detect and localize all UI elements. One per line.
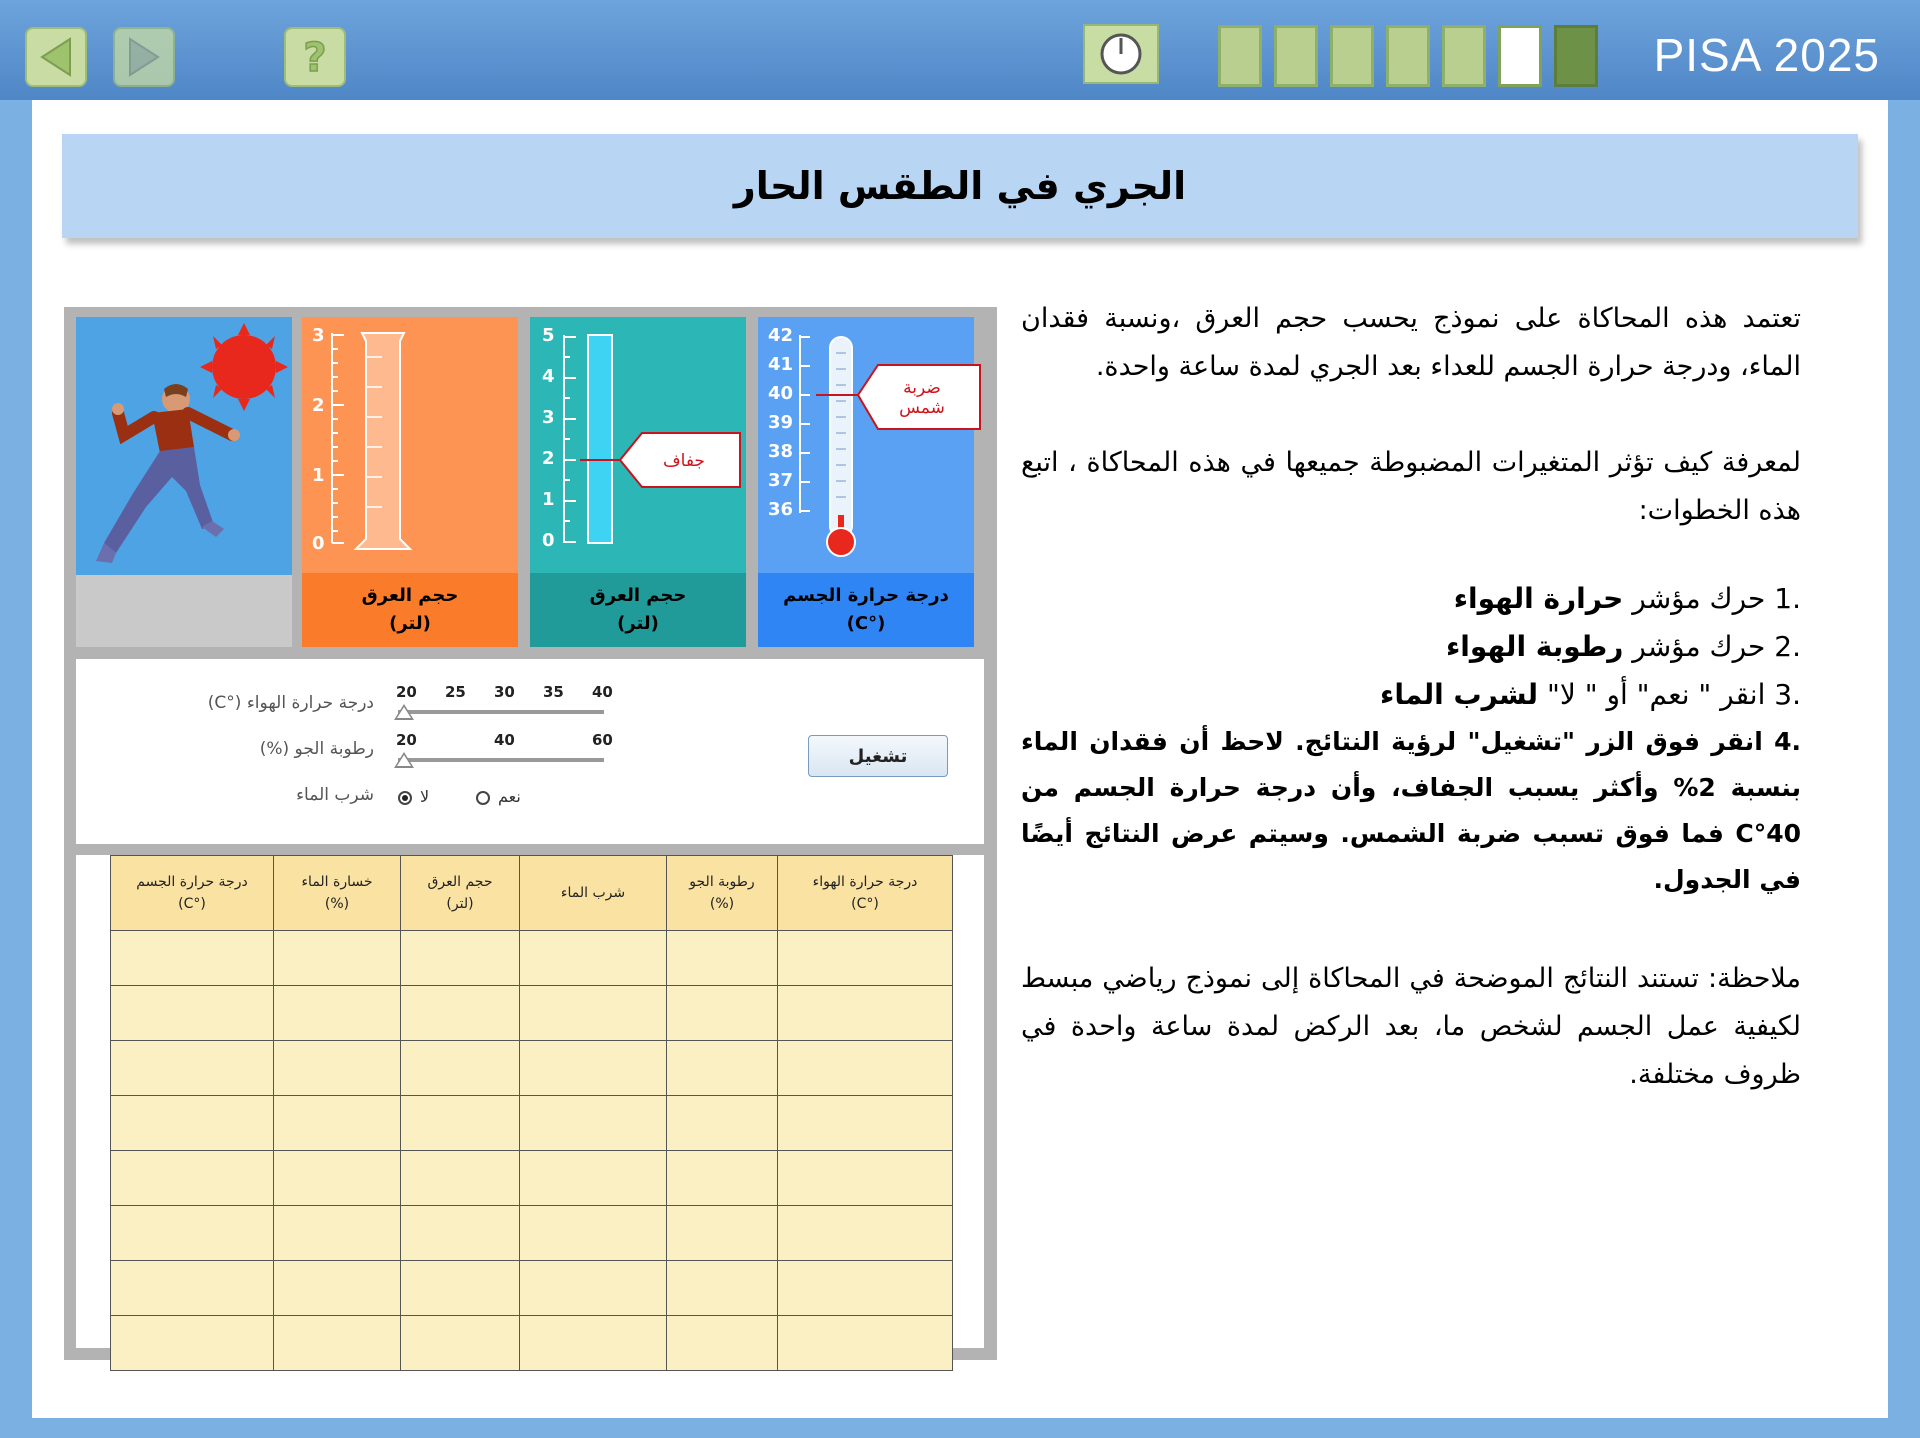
table-cell	[401, 1096, 520, 1151]
table-cell	[520, 1316, 667, 1371]
table-row	[111, 1261, 953, 1316]
scale-tick-label: 41	[768, 354, 794, 375]
scale-tick-label: 1	[542, 489, 555, 510]
table-cell	[401, 931, 520, 986]
air-temperature-slider[interactable]	[398, 710, 604, 714]
page-title-bar	[62, 134, 1858, 238]
slider-tick: 20	[396, 683, 417, 701]
intro-paragraph: تعتمد هذه المحاكاة على نموذج يحسب حجم العرق ،ونسبة فقدان الماء، ودرجة حرارة الجسم للعداء بعد الجري لمدة ساعة واحدة.	[1021, 303, 1801, 382]
top-toolbar	[0, 0, 1920, 100]
table-cell	[778, 1041, 953, 1096]
scale-tick-label: 42	[768, 325, 794, 346]
label-line: درجة حرارة الجسم	[783, 585, 949, 606]
step-text: .3 انقر " نعم" أو " لا"	[1538, 678, 1801, 711]
sweat-volume-label-2	[530, 573, 746, 647]
column-header-water-loss	[274, 856, 401, 931]
column-header-body-temperature	[111, 856, 274, 931]
table-row	[111, 1206, 953, 1261]
table-cell	[667, 1041, 778, 1096]
timer-button[interactable]	[1083, 24, 1159, 84]
table-cell	[667, 931, 778, 986]
table-cell	[520, 1096, 667, 1151]
header-line: حجم العرق	[427, 874, 493, 890]
simulation-panel	[64, 307, 997, 1360]
scale-tick-label: 0	[312, 533, 325, 554]
dehydration-callout: جفاف	[663, 451, 705, 471]
body-temperature-panel	[758, 317, 974, 647]
table-cell	[520, 1151, 667, 1206]
progress-step-done	[1554, 25, 1598, 87]
table-cell	[111, 986, 274, 1041]
table-cell	[274, 1096, 401, 1151]
drink-water-label: شرب الماء	[296, 785, 374, 805]
step-1	[1021, 575, 1801, 623]
water-no-label[interactable]: لا	[420, 787, 430, 806]
question-mark-icon	[295, 33, 335, 81]
scale-tick-label: 39	[768, 412, 794, 433]
column-header-humidity	[667, 856, 778, 931]
scale-tick-label: 37	[768, 470, 794, 491]
table-cell	[401, 986, 520, 1041]
progress-step	[1386, 25, 1430, 87]
header-unit: (°C)	[851, 896, 879, 912]
steps-list	[1021, 575, 1801, 903]
runner-figure	[96, 384, 240, 563]
table-cell	[667, 1151, 778, 1206]
air-temperature-label: درجة حرارة الهواء (°C)	[207, 693, 374, 713]
column-header-air-temperature	[778, 856, 953, 931]
scale-tick-label: 40	[768, 383, 794, 404]
table-cell	[778, 1096, 953, 1151]
results-table-body	[111, 931, 953, 1371]
step-emphasis: رطوبة الهواء	[1445, 630, 1624, 663]
label-unit: (لتر)	[389, 613, 431, 634]
label-unit: (°C)	[846, 613, 886, 634]
scale-tick-label: 1	[312, 465, 325, 486]
step-text: .1 حرك مؤشر	[1623, 582, 1801, 615]
air-temperature-slider-thumb[interactable]	[394, 704, 414, 720]
results-table-area	[76, 855, 984, 1348]
sweat-volume-panel-1	[302, 317, 518, 647]
header-unit: (لتر)	[446, 896, 474, 912]
sweat-volume-label-1	[302, 573, 518, 647]
table-row	[111, 1316, 953, 1371]
table-cell	[667, 1206, 778, 1261]
table-cell	[401, 1261, 520, 1316]
table-cell	[520, 986, 667, 1041]
label-unit: (لتر)	[617, 613, 659, 634]
heatstroke-callout-line2: شمس	[899, 398, 945, 418]
scale-tick-label: 0	[542, 530, 555, 551]
scale-tick-label: 3	[312, 325, 325, 346]
table-row	[111, 1041, 953, 1096]
label-line: حجم العرق	[589, 585, 687, 606]
brand-title: PISA 2025	[1653, 29, 1880, 81]
slider-tick: 60	[592, 731, 613, 749]
scale-tick-label: 36	[768, 499, 794, 520]
label-line: حجم العرق	[361, 585, 459, 606]
table-cell	[667, 1316, 778, 1371]
table-cell	[778, 931, 953, 986]
header-line: رطوبة الجو	[689, 874, 755, 890]
table-cell	[274, 986, 401, 1041]
progress-step	[1218, 25, 1262, 87]
table-cell	[274, 1261, 401, 1316]
table-cell	[401, 1151, 520, 1206]
table-cell	[401, 1316, 520, 1371]
next-button[interactable]	[113, 27, 175, 87]
water-yes-radio[interactable]	[476, 791, 490, 805]
progress-step	[1442, 25, 1486, 87]
header-unit: (%)	[324, 896, 350, 912]
note-paragraph: ملاحظة: تستند النتائج الموضحة في المحاكاة إلى نموذج رياضي مبسط لكيفية عمل الجسم لشخص ما، بعد الركض لمدة ساعة واحدة في ظروف مختلفة.	[1021, 963, 1801, 1090]
header-unit: (°C)	[178, 896, 206, 912]
progress-step	[1274, 25, 1318, 87]
instructions-panel	[1021, 295, 1801, 1126]
slider-tick: 20	[396, 731, 417, 749]
table-cell	[111, 1261, 274, 1316]
table-cell	[667, 1096, 778, 1151]
slider-tick: 40	[494, 731, 515, 749]
table-cell	[520, 1261, 667, 1316]
header-line: شرب الماء	[560, 885, 626, 901]
progress-step-current	[1498, 25, 1542, 87]
table-row	[111, 1096, 953, 1151]
runner-illustration	[76, 317, 292, 647]
measuring-cylinder-gauge	[302, 317, 518, 573]
header-unit: (%)	[709, 896, 735, 912]
slider-tick: 30	[494, 683, 515, 701]
table-cell	[667, 1261, 778, 1316]
table-cell	[111, 1096, 274, 1151]
table-cell	[274, 931, 401, 986]
humidity-label: رطوبة الجو (%)	[259, 739, 374, 759]
table-cell	[778, 1151, 953, 1206]
results-table	[110, 855, 953, 1371]
sun-icon	[200, 323, 288, 411]
page-title: الجري في الطقس الحار	[733, 164, 1187, 208]
table-cell	[778, 1316, 953, 1371]
table-cell	[520, 1206, 667, 1261]
run-button[interactable]: تشغيل	[808, 735, 948, 777]
humidity-slider-thumb[interactable]	[394, 752, 414, 768]
table-cell	[111, 931, 274, 986]
table-cell	[520, 1041, 667, 1096]
column-header-sweat-volume	[401, 856, 520, 931]
simulation-controls	[76, 659, 984, 844]
table-cell	[111, 1151, 274, 1206]
back-arrow-icon	[36, 35, 76, 79]
svg-text:?: ?	[303, 35, 327, 81]
step-emphasis: حرارة الهواء	[1453, 582, 1624, 615]
slider-tick: 40	[592, 683, 613, 701]
heatstroke-callout-line1: ضربة	[903, 378, 941, 398]
scale-tick-label: 5	[542, 325, 555, 346]
how-to-paragraph: لمعرفة كيف تؤثر المتغيرات المضبوطة جميعها في هذه المحاكاة ، اتبع هذه الخطوات:	[1021, 447, 1801, 526]
table-cell	[274, 1206, 401, 1261]
slider-tick: 35	[543, 683, 564, 701]
progress-indicator	[1218, 25, 1598, 87]
scale-tick-label: 3	[542, 407, 555, 428]
sweat-volume-panel-2	[530, 317, 746, 647]
header-line: درجة حرارة الجسم	[136, 874, 248, 890]
table-row	[111, 931, 953, 986]
water-no-radio[interactable]	[398, 791, 412, 805]
step-4: .4 انقر فوق الزر "تشغيل" لرؤية النتائج. لاحظ أن فقدان الماء بنسبة 2% وأكثر يسبب الجفاف، وأن درجة حرارة الجسم من 40°C فما فوق تسبب ضربة الشمس. وسيتم عرض النتائج أيضًا في الجدول.	[1021, 727, 1801, 894]
scale-tick-label: 38	[768, 441, 794, 462]
table-row	[111, 1151, 953, 1206]
progress-step	[1330, 25, 1374, 87]
table-cell	[274, 1316, 401, 1371]
step-2	[1021, 623, 1801, 671]
table-cell	[778, 1206, 953, 1261]
column-header-drink-water	[520, 856, 667, 931]
water-loss-gauge	[530, 317, 746, 573]
back-button[interactable]	[25, 27, 87, 87]
clock-icon	[1099, 32, 1143, 76]
table-cell	[667, 986, 778, 1041]
step-emphasis: لشرب الماء	[1380, 678, 1539, 711]
header-line: خسارة الماء	[301, 874, 373, 890]
header-line: درجة حرارة الهواء	[812, 874, 918, 890]
table-cell	[111, 1206, 274, 1261]
scale-tick-label: 4	[542, 366, 555, 387]
runner-scene	[76, 317, 292, 647]
table-cell	[778, 1261, 953, 1316]
table-cell	[111, 1041, 274, 1096]
table-cell	[111, 1316, 274, 1371]
content-area	[32, 100, 1888, 1418]
body-temperature-label	[758, 573, 974, 647]
step-text: .2 حرك مؤشر	[1623, 630, 1801, 663]
table-cell	[520, 931, 667, 986]
table-cell	[274, 1041, 401, 1096]
help-button[interactable]	[284, 27, 346, 87]
humidity-slider[interactable]	[398, 758, 604, 762]
table-row	[111, 986, 953, 1041]
slider-tick: 25	[445, 683, 466, 701]
water-yes-label[interactable]: نعم	[498, 787, 521, 806]
scale-tick-label: 2	[542, 448, 555, 469]
table-cell	[401, 1206, 520, 1261]
scale-tick-label: 2	[312, 395, 325, 416]
table-cell	[778, 986, 953, 1041]
table-cell	[274, 1151, 401, 1206]
forward-arrow-icon	[124, 35, 164, 79]
table-cell	[401, 1041, 520, 1096]
step-3	[1021, 671, 1801, 719]
